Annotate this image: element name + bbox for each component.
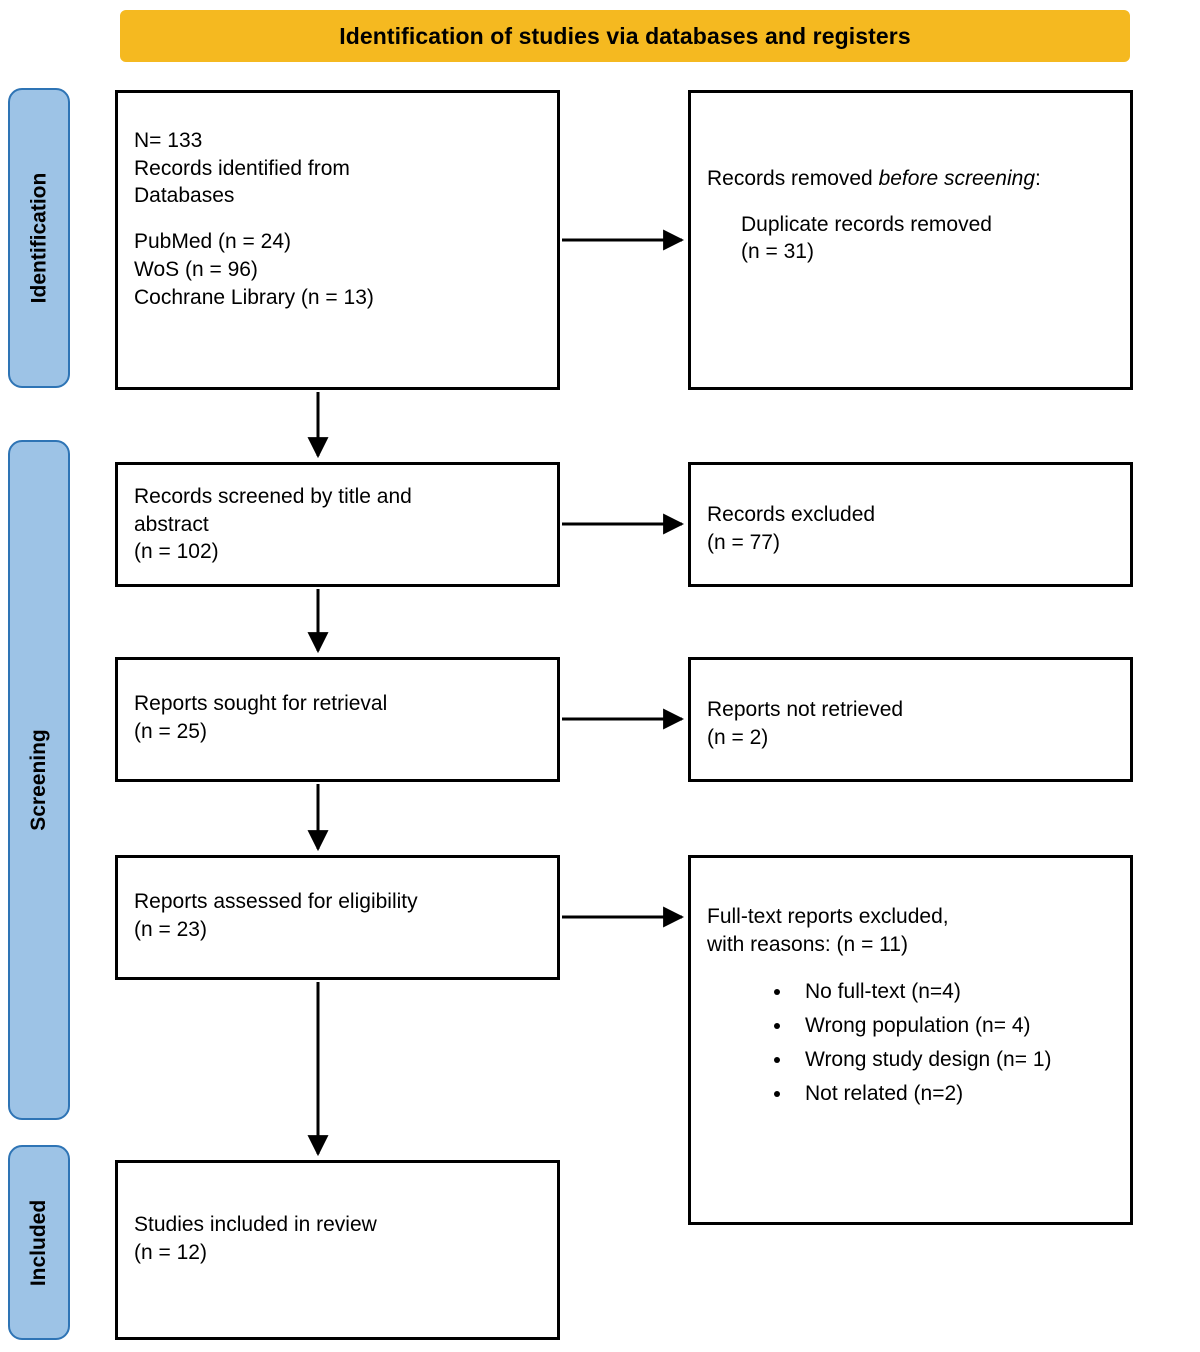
fulltext-excluded-count: with reasons: (n = 11) — [707, 932, 908, 956]
reports-assessed-count: (n = 23) — [134, 917, 207, 941]
duplicate-records-removed-count: (n = 31) — [741, 240, 814, 264]
fulltext-excluded-label: Full-text reports excluded, — [707, 905, 949, 928]
records-screened-label-line1: Records screened by title and — [134, 485, 412, 508]
source-pubmed: PubMed (n = 24) — [134, 230, 292, 254]
records-excluded-label: Records excluded — [707, 503, 876, 526]
list-item: • Wrong study design (n= 1) — [793, 1046, 1114, 1074]
reports-sought-count: (n = 25) — [134, 719, 207, 743]
stage-label-identification-text: Identification — [27, 172, 51, 304]
studies-included-label: Studies included in review — [134, 1213, 377, 1236]
records-removed-heading-prefix: Records removed — [707, 167, 879, 190]
records-identified-label: Records identified from — [134, 156, 350, 180]
records-identified-source-label: Databases — [134, 184, 235, 208]
list-item: • Wrong population (n= 4) — [793, 1012, 1114, 1040]
source-wos: WoS (n = 96) — [134, 257, 258, 281]
records-screened-label-line2: abstract — [134, 512, 209, 536]
reports-not-retrieved-label: Reports not retrieved — [707, 698, 904, 721]
list-item: • Not related (n=2) — [793, 1080, 1114, 1108]
diagram-title: Identification of studies via databases and registers — [339, 22, 911, 49]
records-removed-heading-suffix: : — [1035, 167, 1041, 190]
reports-assessed-label: Reports assessed for eligibility — [134, 890, 418, 913]
duplicate-records-removed-label: Duplicate records removed — [741, 212, 992, 236]
records-excluded-count: (n = 77) — [707, 530, 780, 554]
stage-label-screening-text: Screening — [27, 729, 51, 831]
stage-label-included-text: Included — [27, 1199, 50, 1286]
source-cochrane: Cochrane Library (n = 13) — [134, 285, 374, 309]
reports-sought-label: Reports sought for retrieval — [134, 692, 388, 715]
reports-not-retrieved-count: (n = 2) — [707, 725, 769, 749]
records-removed-heading-italic: before screening — [878, 167, 1036, 190]
studies-included-count: (n = 12) — [134, 1240, 207, 1264]
list-item: • No full-text (n=4) — [793, 978, 1114, 1006]
records-screened-count: (n = 102) — [134, 540, 219, 564]
records-identified-total: N= 133 — [134, 129, 203, 152]
